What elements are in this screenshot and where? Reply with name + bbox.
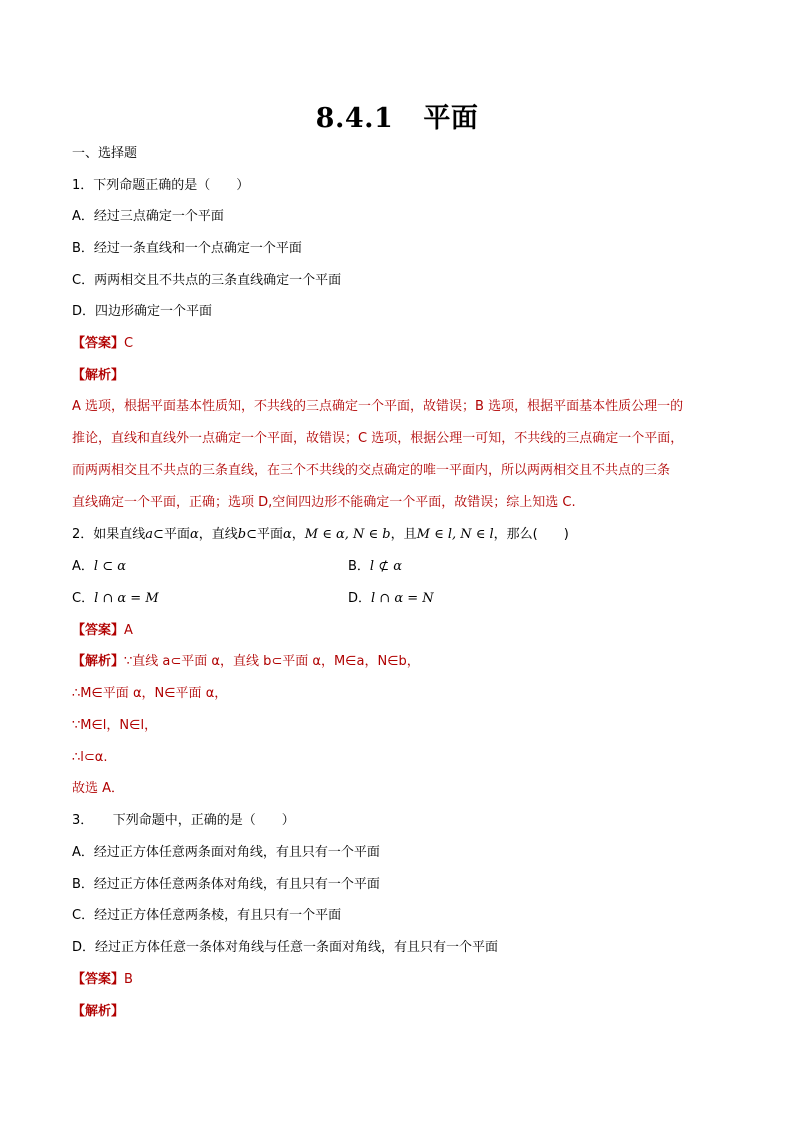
q3-option-b: B．经过正方体任意两条体对角线，有且只有一个平面 (72, 877, 380, 892)
answer-tag: 【答案】 (72, 336, 125, 351)
option-math: l ∩ α = M (94, 591, 159, 606)
q2-analysis-line: ∴l⊂α. (72, 750, 108, 765)
q1-analysis-line: A 选项，根据平面基本性质知，不共线的三点确定一个平面，故错误；B 选项，根据平面基本性质公理一的 (72, 399, 684, 414)
option-letter: D． (348, 591, 372, 606)
title-text: 平面 (423, 103, 479, 134)
analysis-tag: 【解析】 (72, 654, 125, 669)
q3-stem: 3． 下列命题中，正确的是（ ） (72, 813, 295, 828)
answer-value: B (124, 972, 133, 987)
q3-option-a: A．经过正方体任意两条面对角线，有且只有一个平面 (72, 845, 380, 860)
q2-stem-math: b⊂ (237, 527, 257, 542)
option-math: l ⊄ α (369, 559, 403, 574)
q2-option-b (348, 558, 402, 576)
q2-stem-text: ， (291, 527, 305, 542)
q2-stem-text: ，且 (390, 527, 417, 542)
q1-option-c: C．两两相交且不共点的三条直线确定一个平面 (72, 273, 342, 288)
q1-option-a: A．经过三点确定一个平面 (72, 209, 224, 224)
q1-answer (72, 335, 133, 353)
q1-option-b: B．经过一条直线和一个点确定一个平面 (72, 241, 302, 256)
answer-value: A (124, 623, 133, 638)
option-math: l ⊂ α (93, 559, 126, 574)
q3-option-c: C．经过正方体任意两条棱，有且只有一个平面 (72, 908, 342, 923)
q2-stem-text: 2．如果直线 (72, 527, 146, 542)
q2-stem (72, 526, 569, 544)
q2-stem-math: α (282, 527, 292, 542)
q2-answer (72, 622, 133, 640)
q1-analysis-line: 直线确定一个平面，正确；选项 D,空间四边形不能确定一个平面，故错误；综上知选 C. (72, 495, 576, 510)
q2-option-d (348, 590, 434, 608)
q1-option-d: D．四边形确定一个平面 (72, 304, 213, 319)
q2-analysis-line: ∵直线 a⊂平面 α，直线 b⊂平面 α，M∈a，N∈b， (124, 654, 420, 669)
page-title (0, 96, 794, 135)
q2-stem-math: a⊂ (145, 527, 164, 542)
q1-analysis-line: 推论，直线和直线外一点确定一个平面，故错误；C 选项，根据公理一可知，不共线的三点确定一个平面， (72, 431, 684, 446)
q2-stem-text: 平面 (163, 527, 190, 542)
option-math: l ∩ α = N (371, 591, 434, 606)
option-letter: C． (72, 591, 95, 606)
q2-stem-text: ，那么( ) (493, 527, 569, 542)
q2-stem-math: α (189, 527, 199, 542)
q1-analysis-tag: 【解析】 (72, 368, 125, 383)
q2-conclusion: 故选 A． (72, 781, 125, 796)
q3-analysis-tag: 【解析】 (72, 1004, 125, 1019)
section-heading: 一、选择题 (72, 146, 138, 161)
q2-option-a (72, 558, 126, 576)
q3-answer (72, 971, 133, 989)
answer-tag: 【答案】 (72, 623, 125, 638)
q2-option-c (72, 590, 159, 608)
q1-stem: 1．下列命题正确的是（ ） (72, 178, 250, 193)
q2-stem-math: M ∈ α, N ∈ b (304, 527, 391, 542)
q2-analysis-line: ∴M∈平面 α，N∈平面 α， (72, 686, 228, 701)
q3-option-d: D．经过正方体任意一条体对角线与任意一条面对角线，有且只有一个平面 (72, 940, 499, 955)
q2-analysis-line: ∵M∈l，N∈l， (72, 718, 158, 733)
title-number: 8.4.1 (315, 103, 394, 134)
q1-analysis-line: 而两两相交且不共点的三条直线，在三个不共线的交点确定的唯一平面内，所以两两相交且不共点的三条 (72, 463, 671, 478)
answer-value: C (124, 336, 134, 351)
q2-stem-text: ，直线 (198, 527, 238, 542)
q2-analysis-first (72, 653, 420, 671)
answer-tag: 【答案】 (72, 972, 125, 987)
q2-stem-text: 平面 (256, 527, 283, 542)
option-letter: A． (72, 559, 94, 574)
option-letter: B． (348, 559, 370, 574)
q2-stem-math: M ∈ l, N ∈ l (416, 527, 494, 542)
